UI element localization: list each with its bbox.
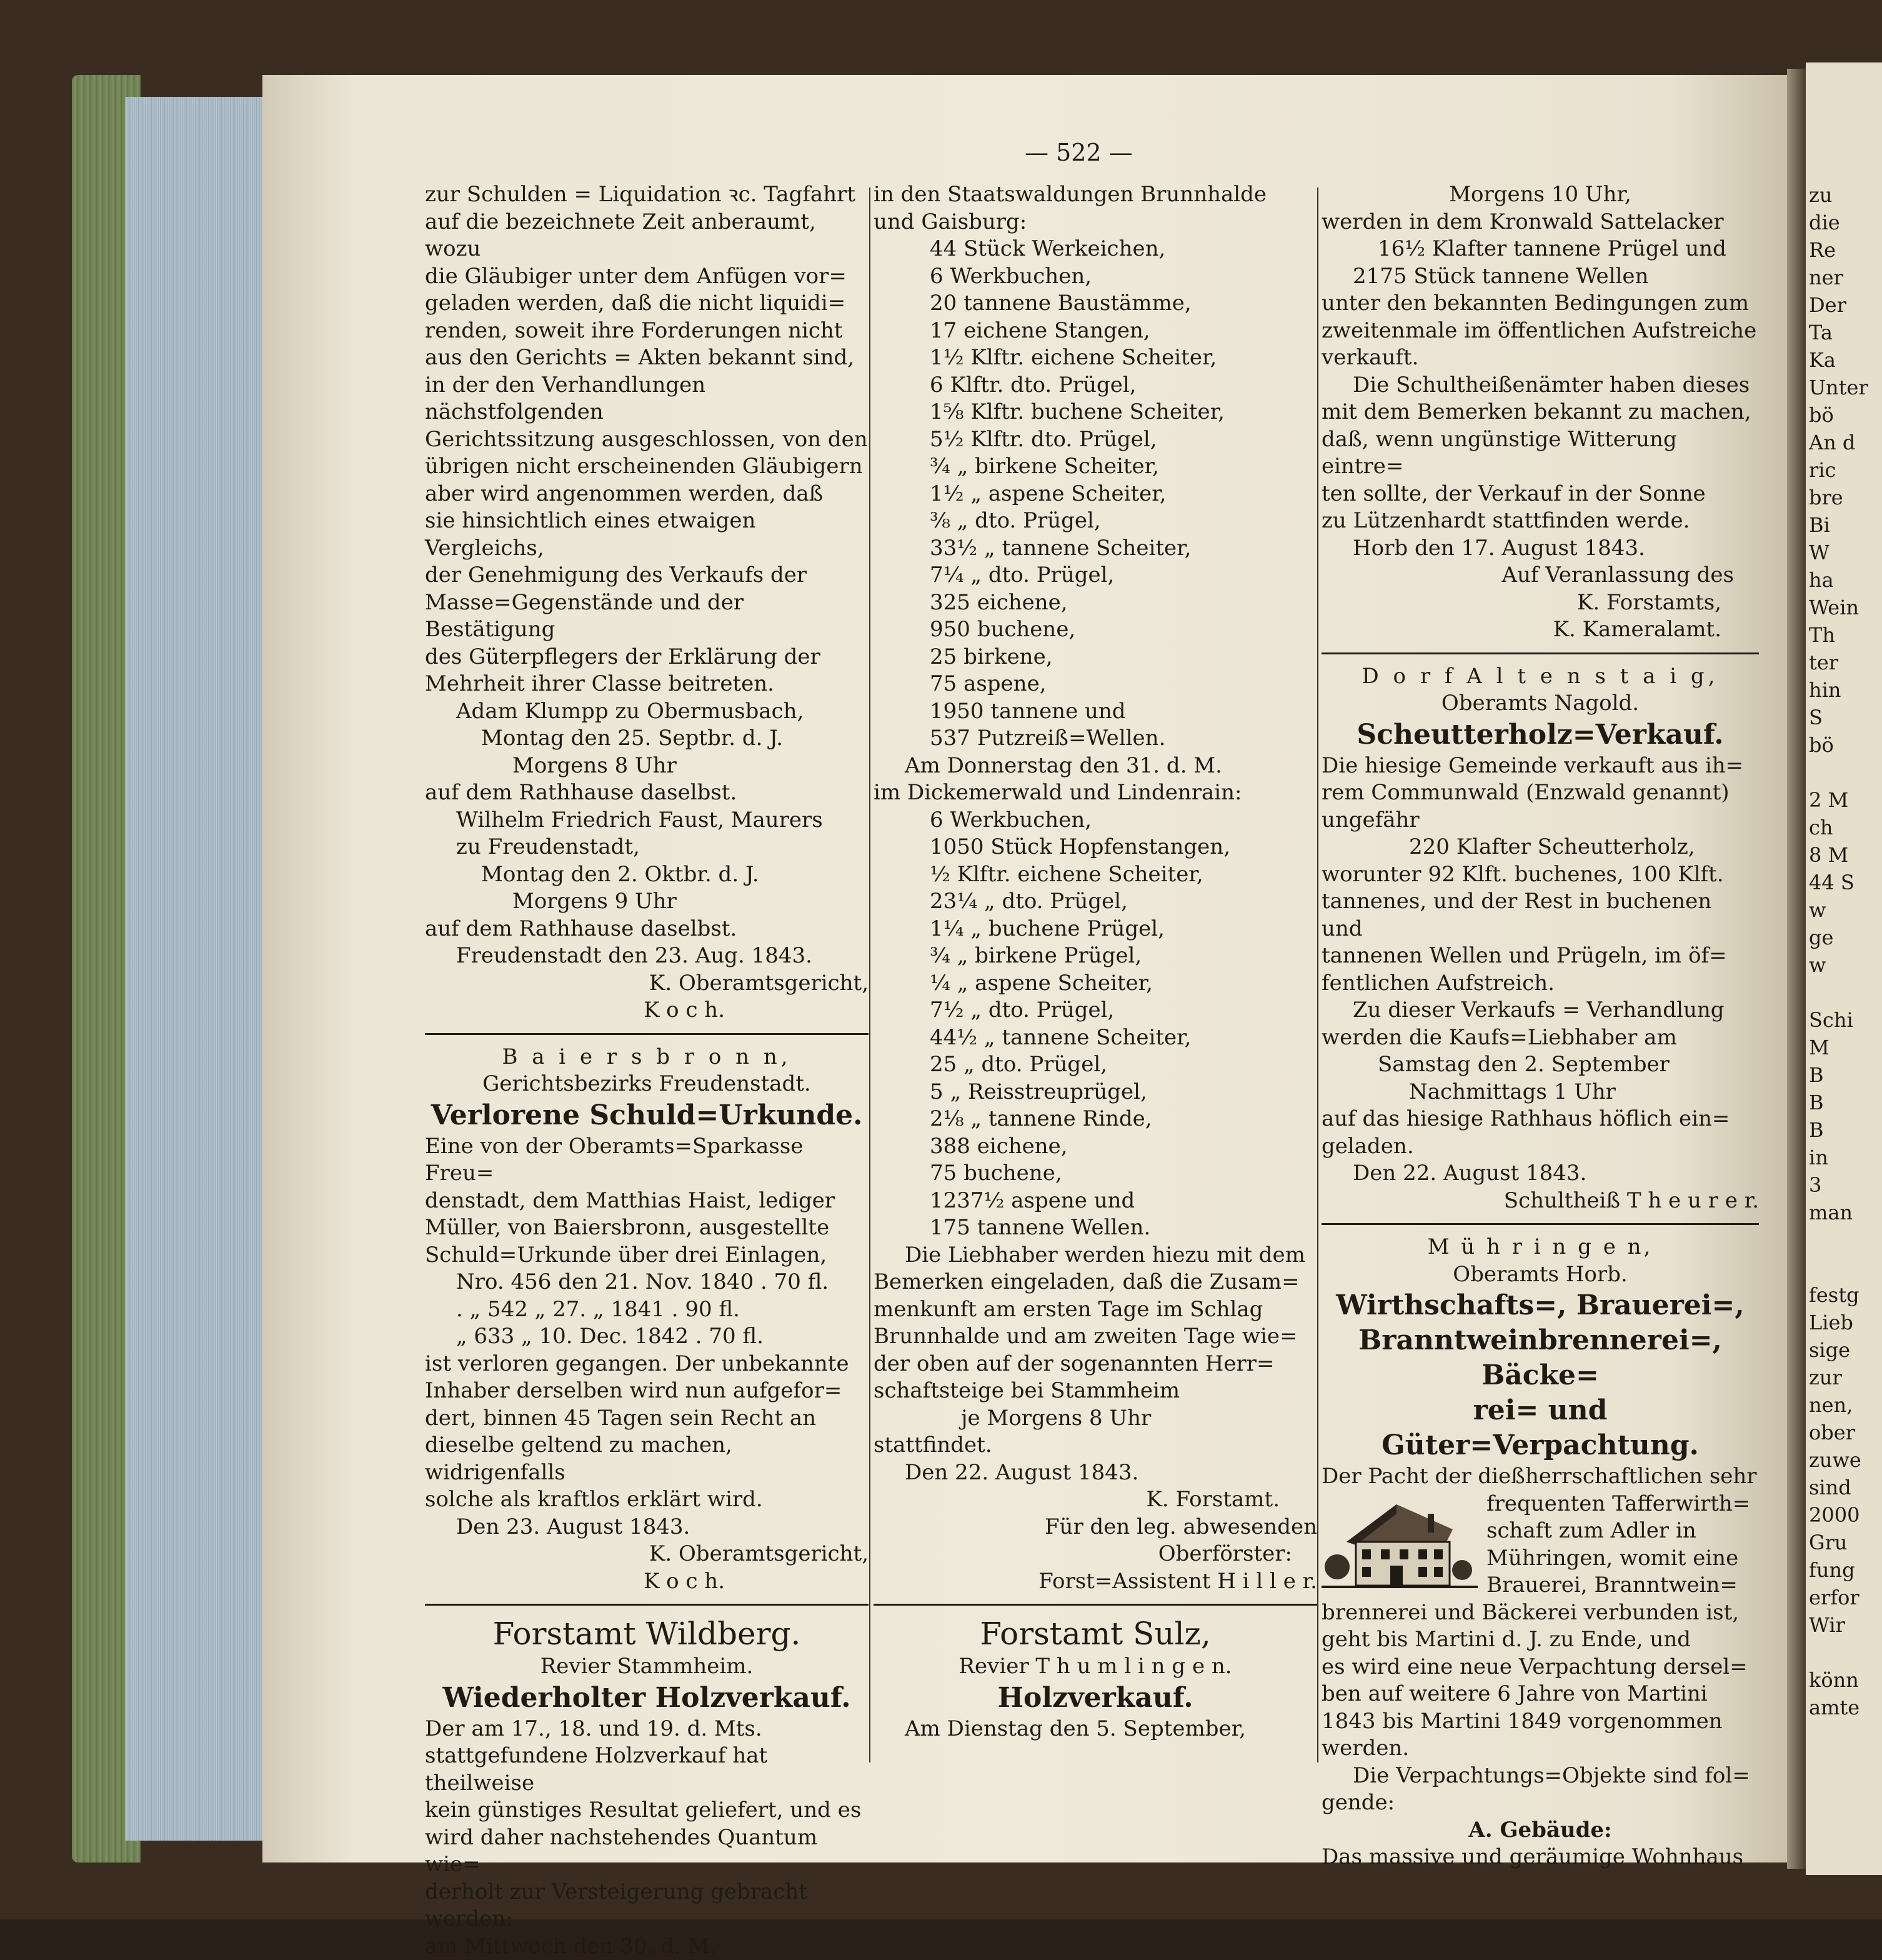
page-number: — 522 — xyxy=(1025,139,1133,166)
fragment-line: die xyxy=(1809,209,1882,236)
fragment-line: B xyxy=(1809,1061,1882,1089)
column-divider-2 xyxy=(1317,188,1318,1762)
dateline: Freudenstadt den 23. Aug. 1843. xyxy=(425,942,869,970)
fragment-line: ober xyxy=(1809,1419,1882,1446)
column-divider-1 xyxy=(869,188,870,1762)
signature: K o c h. xyxy=(425,1568,869,1596)
fragment-line: 2000 xyxy=(1809,1501,1882,1529)
fragment-line: An d xyxy=(1809,429,1882,456)
section-body: Die Liebhaber werden hiezu mit dem Bemerken eingeladen, daß die Zusam= menkunft am ersten Tage im Schlag Brunnhalde und am zweiten Tage wie= der oben auf der sogenannten Herr= schaftsteige bei Stammheim xyxy=(874,1242,1317,1405)
dateline: Den 22. August 1843. xyxy=(874,1459,1317,1487)
auction-place: im Dickemerwald und Lindenrain: xyxy=(874,779,1317,807)
fragment-line xyxy=(1809,1226,1882,1254)
section-title: Forstamt Wildberg. xyxy=(425,1614,869,1653)
section-title: Scheutterholz=Verkauf. xyxy=(1322,718,1759,752)
fragment-line: ge xyxy=(1809,924,1882,951)
fragment-line: Re xyxy=(1809,236,1882,264)
fragment-line: ch xyxy=(1809,814,1882,841)
fragment-line: B xyxy=(1809,1116,1882,1144)
inn-notice: frequenten Tafferwirth= schaft zum Adler in Mühringen, womit eine Brauerei, Branntwein= brennerei und Bäckerei verbunden ist, geht bis Martini d. J. zu Ende, und es wird eine neue Verpachtung dersel= ben auf weitere 6 Jahre von Martini 1843 bis Martini 1849 vorgenommen werden. Die Verpachtungs=Objekte sind fol= gende: xyxy=(1322,1491,1759,1817)
fragment-line: M xyxy=(1809,1034,1882,1061)
section-place: B a i e r s b r o n n, xyxy=(425,1044,869,1071)
col1-intro: zur Schulden = Liquidation ꝛc. Tagfahrt auf die bezeichnete Zeit anberaumt, wozu die Gläubiger unter dem Anfügen vor= geladen werden, daß die nicht liquidi= renden, soweit ihre Forderungen nicht aus den Gerichts = Akten bekannt sind, in der den Verhandlungen nächstfolgenden Gerichtssitzung ausgeschlossen, von den übrigen nicht erscheinenden Gläubigern aber wird angenommen werden, daß sie hinsichtlich eines etwaigen Vergleichs, der Genehmigung des Verkaufs der Masse=Gegenstände und der Bestätigung des Güterpflegers der Erklärung der Mehrheit ihrer Classe beitreten. xyxy=(425,181,869,698)
time-line: Morgens 8 Uhr xyxy=(425,752,869,780)
date-line: Montag den 25. Septbr. d. J. xyxy=(425,725,869,752)
fragment-line: ter xyxy=(1809,649,1882,676)
fragment-line: Schi xyxy=(1809,1006,1882,1034)
fragment-line: B xyxy=(1809,1089,1882,1116)
time-line: Morgens 10 Uhr, xyxy=(1322,181,1759,209)
fragment-line: bre xyxy=(1809,484,1882,511)
signature: Forst=Assistent H i l l e r. xyxy=(874,1568,1317,1596)
time-line: Morgens 9 Uhr xyxy=(425,888,869,916)
fragment-line: bö xyxy=(1809,401,1882,429)
section-title: Wirthschafts=, Brauerei=, xyxy=(1322,1288,1759,1323)
section-place: M ü h r i n g e n, xyxy=(1322,1234,1759,1261)
section-title: rei= und Güter=Verpachtung. xyxy=(1322,1393,1759,1463)
section-rule xyxy=(874,1604,1317,1606)
section-body: werden in dem Kronwald Sattelacker 16½ Klafter tannene Prügel und 2175 Stück tannene Wellen unter den bekannten Bedingungen zum zweitenmale im öffentlichen Aufstreiche verkauft. Die Schultheißenämter haben dieses mit dem Bemerken bekannt zu machen, daß, wenn ungünstige Witterung eintre= ten sollte, der Verkauf in der Sonne zu Lützenhardt stattfinden werde. xyxy=(1322,209,1759,535)
fragment-line: fung xyxy=(1809,1556,1882,1584)
section-body: Eine von der Oberamts=Sparkasse Freu= denstadt, dem Matthias Haist, lediger Müller, von Baiersbronn, ausgestellte Schuld=Urkunde über drei Einlagen, Nro. 456 den 21. Nov. 1840 . 70 fl. . „ 542 „ 27. „ 1841 . 90 fl. „ 633 „ 10. Dec. 1842 . 70 fl. ist verloren gegangen. Der unbekannte Inhaber derselben wird nun aufgefor= dert, binnen 45 Tagen sein Recht an dieselbe geltend zu machen, widrigenfalls solche als kraftlos erklärt wird. xyxy=(425,1133,869,1514)
fragment-line: w xyxy=(1809,896,1882,924)
fragment-line: S xyxy=(1809,704,1882,731)
column-3: Morgens 10 Uhr, werden in dem Kronwald Sattelacker 16½ Klafter tannene Prügel und 2175 Stück tannene Wellen unter den bekannten Bedingungen zum zweitenmale im öffentlichen Aufstreiche verkauft. Die Schultheißenämter haben dieses mit dem Bemerken bekannt zu machen, daß, wenn ungünstige Witterung eintre= ten sollte, der Verkauf in der Sonne zu Lützenhardt stattfinden werde. Horb den 17. August 1843. Auf Veranlassung des K. Forstamts, K. Kameralamt. D o r f A l t e n s t a i g, Oberamts Nagold. Scheutterholz=Verkauf. Die hiesige Gemeinde verkauft aus ih= rem Communwald (Enzwald genannt) ungefähr 220 Klafter Scheutterholz, worunter 92 Klft. buchenes, 100 Klft. tannenes, und der Rest in buchenen und tannenen Wellen und Prügeln, im öf= fentlichen Aufstreich. Zu dieser Verkaufs = Verhandlung werden die Kaufs=Liebhaber am Samstag den 2. September Nachmittags 1 Uhr auf das hiesige Rathhaus höflich ein= geladen. Den 22. August 1843. Schultheiß T h e u r e r. M ü h r i n g e n, Oberamts Horb. Wirthschafts=, Brauerei=, Branntweinbrennerei=, Bäcke= rei= und Güter=Verpachtung. Der Pacht der dießherrschaftlichen sehr frequenten Tafferwirth= schaft zum Adler in Mühringen, womit eine Brauerei, Branntwein= brennerei und Bäckerei verbunden ist, geht bis Martini d. J. zu Ende, und es wird eine neue Verpachtung dersel= ben auf weitere 6 Jahre von Martini 1843 bis Martini 1849 vorgenommen werden. Die Verpachtungs=Objekte sind fol= gende: A. Gebäude: Das massive und geräumige Wohnhaus xyxy=(1322,181,1759,1871)
time-line: je Morgens 8 Uhr xyxy=(874,1405,1317,1432)
section-rule xyxy=(425,1033,869,1035)
fragment-line: amte xyxy=(1809,1694,1882,1721)
section-rule xyxy=(1322,1223,1759,1225)
fragment-line: w xyxy=(1809,951,1882,979)
section-district: Oberamts Nagold. xyxy=(1322,690,1759,718)
fragment-line: festg xyxy=(1809,1281,1882,1309)
fragment-line: ric xyxy=(1809,456,1882,484)
fragment-line: sige xyxy=(1809,1336,1882,1364)
date-line: Montag den 2. Oktbr. d. J. xyxy=(425,861,869,889)
fragment-line: bö xyxy=(1809,731,1882,759)
place-line: auf dem Rathhause daselbst. xyxy=(425,779,869,807)
fragment-line: zur xyxy=(1809,1364,1882,1391)
fragment-line xyxy=(1809,979,1882,1006)
fragment-line: Ka xyxy=(1809,346,1882,374)
section-district: Gerichtsbezirks Freudenstadt. xyxy=(425,1071,869,1098)
section-head: Wiederholter Holzverkauf. xyxy=(425,1681,869,1716)
fragment-line: 3 xyxy=(1809,1171,1882,1199)
fragment-line xyxy=(1809,1254,1882,1281)
fragment-line: zu xyxy=(1809,181,1882,209)
fragment-line: nen, xyxy=(1809,1391,1882,1419)
fragment-line: Wein xyxy=(1809,594,1882,621)
faust-line-2: zu Freudenstadt, xyxy=(425,834,869,861)
office-name: K. Forstamt. xyxy=(874,1486,1317,1514)
dateline: Den 23. August 1843. xyxy=(425,1514,869,1541)
dateline: Horb den 17. August 1843. xyxy=(1322,535,1759,562)
house-illustration-icon xyxy=(1322,1492,1478,1595)
faust-line: Wilhelm Friedrich Faust, Maurers xyxy=(425,807,869,834)
signature: K o c h. xyxy=(425,997,869,1024)
fragment-line xyxy=(1809,759,1882,786)
next-page-fragment xyxy=(1809,181,1882,1721)
section-place: D o r f A l t e n s t a i g, xyxy=(1322,663,1759,691)
fragment-line: Gru xyxy=(1809,1529,1882,1556)
klumpp-line: Adam Klumpp zu Obermusbach, xyxy=(425,698,869,726)
dateline: Den 22. August 1843. xyxy=(1322,1160,1759,1188)
section-title: Verlorene Schuld=Urkunde. xyxy=(425,1098,869,1133)
fragment-line: 2 M xyxy=(1809,786,1882,814)
fragment-line: in xyxy=(1809,1144,1882,1171)
court-name: K. Oberamtsgericht, xyxy=(425,1541,869,1568)
section-title: Forstamt Sulz, xyxy=(874,1614,1317,1653)
fragment-line: man xyxy=(1809,1199,1882,1226)
section-sub: Revier Stammheim. xyxy=(425,1653,869,1681)
wood-list-2: 6 Werkbuchen, 1050 Stück Hopfenstangen, ½ Klftr. eichene Scheiter, 23¼ „ dto. Prügel, 1¼ „ buchene Prügel, ¾ „ birkene Prügel, ¼ „ aspene Scheiter, 7½ „ dto. Prügel, 44½ „ tannene Scheiter, 25 „ dto. Prügel, 5 „ Reisstreuprügel, 2⅛ „ tannene Rinde, 388 eichene, 75 buchene, 1237½ aspene und 175 tannene Wellen. xyxy=(874,807,1317,1242)
fragment-line: W xyxy=(1809,539,1882,566)
fragment-line: könn xyxy=(1809,1666,1882,1694)
fragment-line: Der xyxy=(1809,291,1882,319)
fragment-line: Th xyxy=(1809,621,1882,649)
section-rule xyxy=(425,1604,869,1606)
section-district: Oberamts Horb. xyxy=(1322,1261,1759,1289)
fragment-line: Lieb xyxy=(1809,1309,1882,1336)
fragment-line: Unter xyxy=(1809,374,1882,401)
section-sub: Revier T h u m l i n g e n. xyxy=(874,1653,1317,1681)
column-2: in den Staatswaldungen Brunnhalde und Gaisburg: 44 Stück Werkeichen, 6 Werkbuchen, 20 tannene Baustämme, 17 eichene Stangen, 1½ Klftr. eichene Scheiter, 6 Klftr. dto. Prügel, 1⅝ Klftr. buchene Scheiter, 5½ Klftr. dto. Prügel, ¾ „ birkene Scheiter, 1½ „ aspene Scheiter, ⅜ „ dto. Prügel, 33½ „ tannene Scheiter, 7¼ „ dto. Prügel, 325 eichene, 950 buchene, 25 birkene, 75 aspene, 1950 tannene und 537 Putzreiß=Wellen. Am Donnerstag den 31. d. M. im Dickemerwald und Lindenrain: 6 Werkbuchen, 1050 Stück Hopfenstangen, ½ Klftr. eichene Scheiter, 23¼ „ dto. Prügel, 1¼ „ buchene Prügel, ¾ „ birkene Prügel, ¼ „ aspene Scheiter, 7½ „ dto. Prügel, 44½ „ tannene Scheiter, 25 „ dto. Prügel, 5 „ Reisstreuprügel, 2⅛ „ tannene Rinde, 388 eichene, 75 buchene, 1237½ aspene und 175 tannene Wellen. Die Liebhaber werden hiezu mit dem Bemerken eingeladen, daß die Zusam= menkunft am ersten Tage im Schlag Brunnhalde und am zweiten Tage wie= der oben auf der sogenannten Herr= schaftsteige bei Stammheim je Morgens 8 Uhr stattfindet. Den 22. August 1843. K. Forstamt. Für den leg. abwesenden Oberförster: Forst=Assistent H i l l e r. Forstamt Sulz, Revier T h u m l i n g e n. Holzverkauf. Am Dienstag den 5. September, xyxy=(874,181,1317,1742)
page-stack xyxy=(125,97,269,1841)
section-rule xyxy=(1322,652,1759,654)
section-head: Holzverkauf. xyxy=(874,1681,1317,1716)
fragment-line: ha xyxy=(1809,566,1882,594)
fragment-line: ner xyxy=(1809,264,1882,291)
section-title: Branntweinbrennerei=, Bäcke= xyxy=(1322,1323,1759,1393)
fragment-line: 44 S xyxy=(1809,869,1882,896)
wood-list-1: 44 Stück Werkeichen, 6 Werkbuchen, 20 tannene Baustämme, 17 eichene Stangen, 1½ Klftr. eichene Scheiter, 6 Klftr. dto. Prügel, 1⅝ Klftr. buchene Scheiter, 5½ Klftr. dto. Prügel, ¾ „ birkene Scheiter, 1½ „ aspene Scheiter, ⅜ „ dto. Prügel, 33½ „ tannene Scheiter, 7¼ „ dto. Prügel, 325 eichene, 950 buchene, 25 birkene, 75 aspene, 1950 tannene und 537 Putzreiß=Wellen. xyxy=(874,236,1317,752)
book-gutter xyxy=(1787,69,1806,1869)
section-sub: A. Gebäude: xyxy=(1322,1817,1759,1844)
signature: Schultheiß T h e u r e r. xyxy=(1322,1188,1759,1215)
fragment-line: sind xyxy=(1809,1474,1882,1501)
fragment-line: Wir xyxy=(1809,1611,1882,1639)
fragment-line xyxy=(1809,1639,1882,1666)
section-body: Der am 17., 18. und 19. d. Mts. stattgefundene Holzverkauf hat theilweise kein günstiges Resultat geliefert, und es wird daher nachstehendes Quantum wie= derholt zur Versteigerung gebracht werden: am Mittwoch den 30. d. M. xyxy=(425,1716,869,1960)
place-line: auf dem Rathhause daselbst. xyxy=(425,916,869,943)
fragment-line: hin xyxy=(1809,676,1882,704)
fragment-line: 8 M xyxy=(1809,841,1882,869)
fragment-line: Bi xyxy=(1809,511,1882,539)
fragment-line: erfor xyxy=(1809,1584,1882,1611)
court-name: K. Oberamtsgericht, xyxy=(425,970,869,998)
section-body: Die hiesige Gemeinde verkauft aus ih= rem Communwald (Enzwald genannt) ungefähr 220 Klafter Scheutterholz, worunter 92 Klft. buchenes, 100 Klft. tannenes, und der Rest in buchenen und tannenen Wellen und Prügeln, im öf= fentlichen Aufstreich. Zu dieser Verkaufs = Verhandlung werden die Kaufs=Liebhaber am Samstag den 2. September Nachmittags 1 Uhr auf das hiesige Rathhaus höflich ein= geladen. xyxy=(1322,752,1759,1161)
auction-date: Am Donnerstag den 31. d. M. xyxy=(874,752,1317,780)
fragment-line: zuwe xyxy=(1809,1446,1882,1474)
fragment-line: Ta xyxy=(1809,319,1882,346)
column-1 xyxy=(425,181,869,1960)
